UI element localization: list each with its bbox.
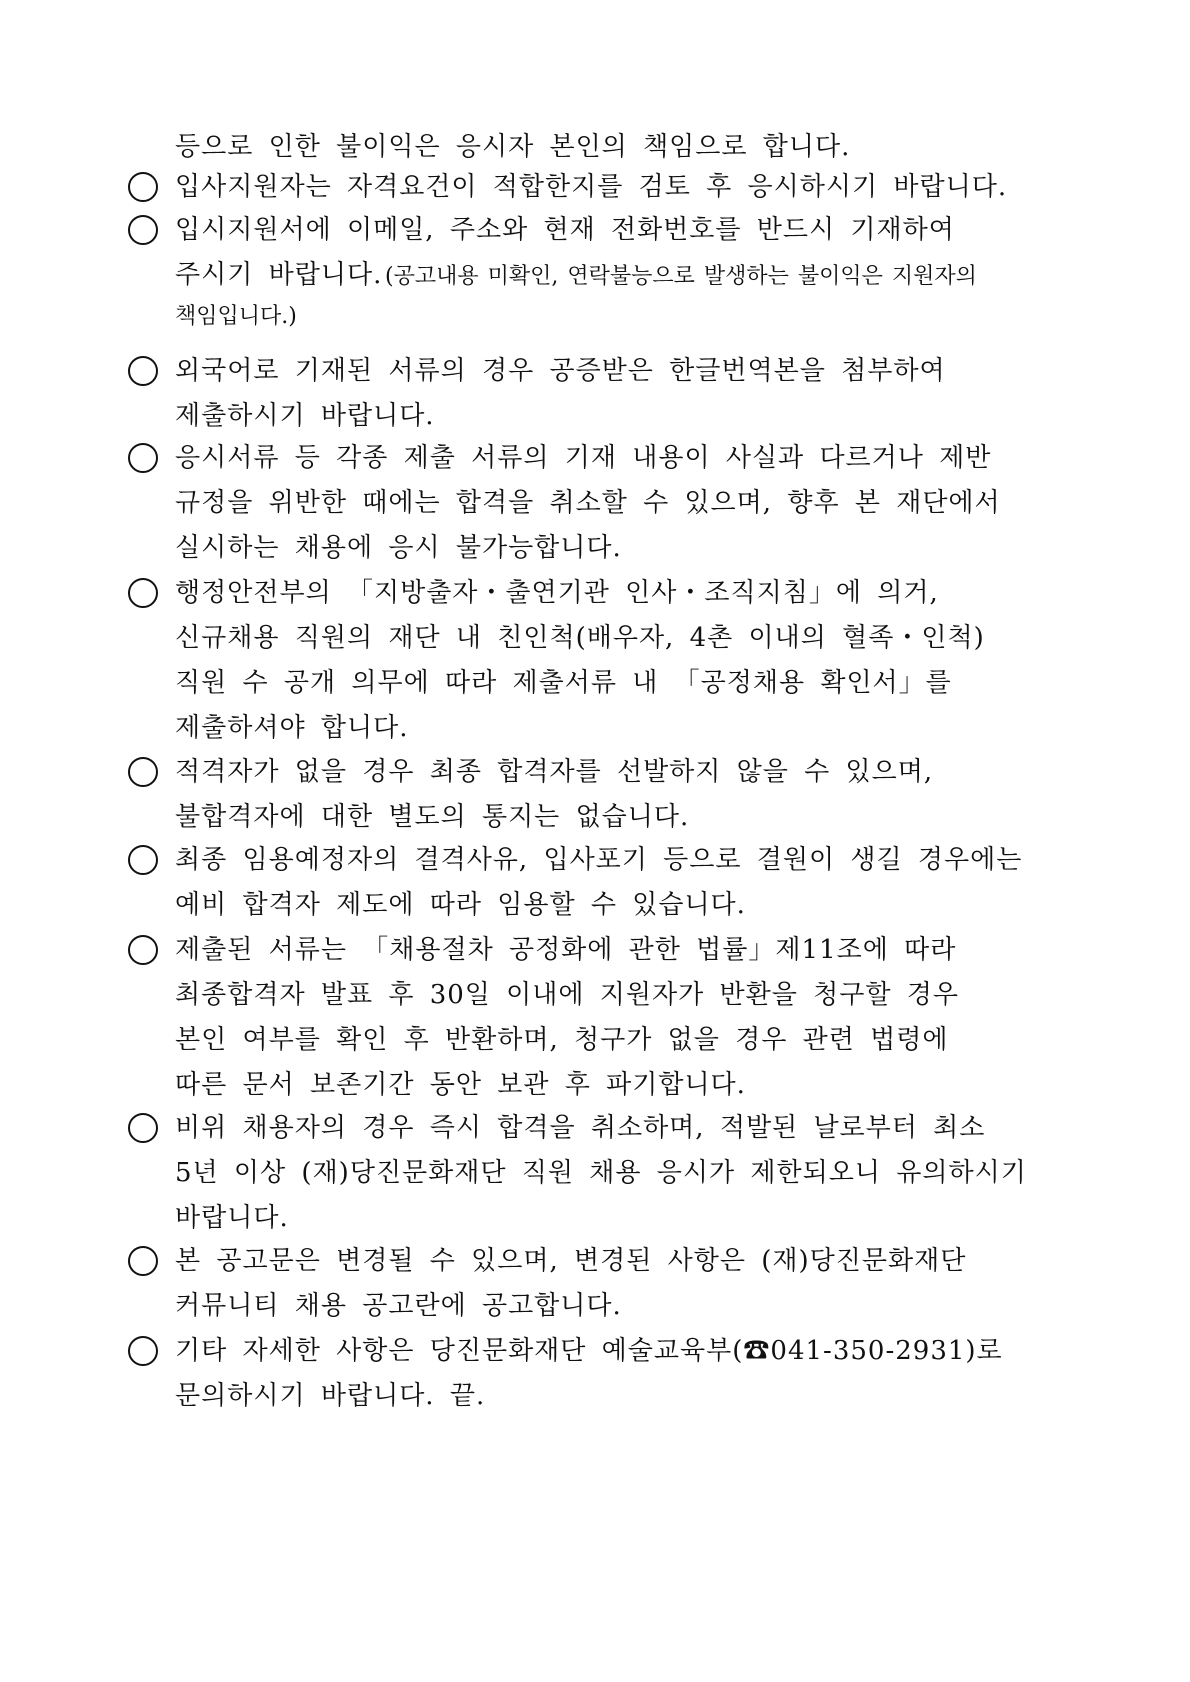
text-line: 5년 이상 (재)당진문화재단 직원 채용 응시가 제한되오니 유의하시기: [175, 1158, 1027, 1188]
text-line: 불합격자에 대한 별도의 통지는 없습니다.: [175, 802, 690, 832]
text-line: 문의하시기 바랍니다. 끝.: [175, 1381, 486, 1411]
text-line: 실시하는 채용에 응시 불가능합니다.: [175, 533, 622, 563]
text-line: 입시지원서에 이메일, 주소와 현재 전화번호를 반드시 기재하여: [175, 215, 955, 245]
circle-bullet-icon: [128, 578, 158, 608]
circle-bullet-icon: [128, 443, 158, 473]
circle-bullet-icon: [128, 356, 158, 386]
circle-bullet-icon: [128, 935, 158, 965]
circle-bullet-icon: [128, 1113, 158, 1143]
text-line: 제출하셔야 합니다.: [175, 713, 409, 743]
text-line: 등으로 인한 불이익은 응시자 본인의 책임으로 합니다.: [175, 132, 851, 162]
circle-bullet-icon: [128, 757, 158, 787]
text-line: 최종 임용예정자의 결격사유, 입사포기 등으로 결원이 생길 경우에는: [175, 845, 1023, 875]
text-line: 따른 문서 보존기간 동안 보관 후 파기합니다.: [175, 1070, 746, 1100]
circle-bullet-icon: [128, 172, 158, 202]
text-line: 본 공고문은 변경될 수 있으며, 변경된 사항은 (재)당진문화재단: [175, 1246, 967, 1276]
text-line: 기타 자세한 사항은 당진문화재단 예술교육부(☎041-350-2931)로: [175, 1336, 1003, 1366]
text-line: 주시기 바랍니다.: [175, 260, 383, 290]
text-line: 행정안전부의 「지방출자・출연기관 인사・조직지침」에 의거,: [175, 578, 939, 608]
text-line-note: (공고내용 미확인, 연락불능으로 발생하는 불이익은 지원자의: [385, 264, 977, 289]
text-line: 본인 여부를 확인 후 반환하며, 청구가 없을 경우 관련 법령에: [175, 1025, 949, 1055]
circle-bullet-icon: [128, 215, 158, 245]
text-line: 직원 수 공개 의무에 따라 제출서류 내 「공정채용 확인서」를: [175, 668, 952, 698]
text-line: 신규채용 직원의 재단 내 친인척(배우자, 4촌 이내의 혈족・인척): [175, 623, 985, 653]
text-line: 규정을 위반한 때에는 합격을 취소할 수 있으며, 향후 본 재단에서: [175, 488, 1001, 518]
text-line: 최종합격자 발표 후 30일 이내에 지원자가 반환을 청구할 경우: [175, 980, 959, 1010]
text-line: 바랍니다.: [175, 1203, 289, 1233]
circle-bullet-icon: [128, 845, 158, 875]
text-line: 비위 채용자의 경우 즉시 합격을 취소하며, 적발된 날로부터 최소: [175, 1113, 986, 1143]
circle-bullet-icon: [128, 1246, 158, 1276]
text-line: 응시서류 등 각종 제출 서류의 기재 내용이 사실과 다르거나 제반: [175, 443, 992, 473]
text-line-note: 책임입니다.): [175, 304, 297, 329]
text-line: 제출된 서류는 「채용절차 공정화에 관한 법률」제11조에 따라: [175, 935, 957, 965]
text-line: 제출하시기 바랍니다.: [175, 401, 435, 431]
text-line: 예비 합격자 제도에 따라 임용할 수 있습니다.: [175, 890, 746, 920]
text-line: 적격자가 없을 경우 최종 합격자를 선발하지 않을 수 있으며,: [175, 757, 934, 787]
circle-bullet-icon: [128, 1336, 158, 1366]
text-line: 외국어로 기재된 서류의 경우 공증받은 한글번역본을 첨부하여: [175, 356, 946, 386]
text-line: 입사지원자는 자격요건이 적합한지를 검토 후 응시하시기 바랍니다.: [175, 172, 1008, 202]
text-line: 커뮤니티 채용 공고란에 공고합니다.: [175, 1291, 622, 1321]
